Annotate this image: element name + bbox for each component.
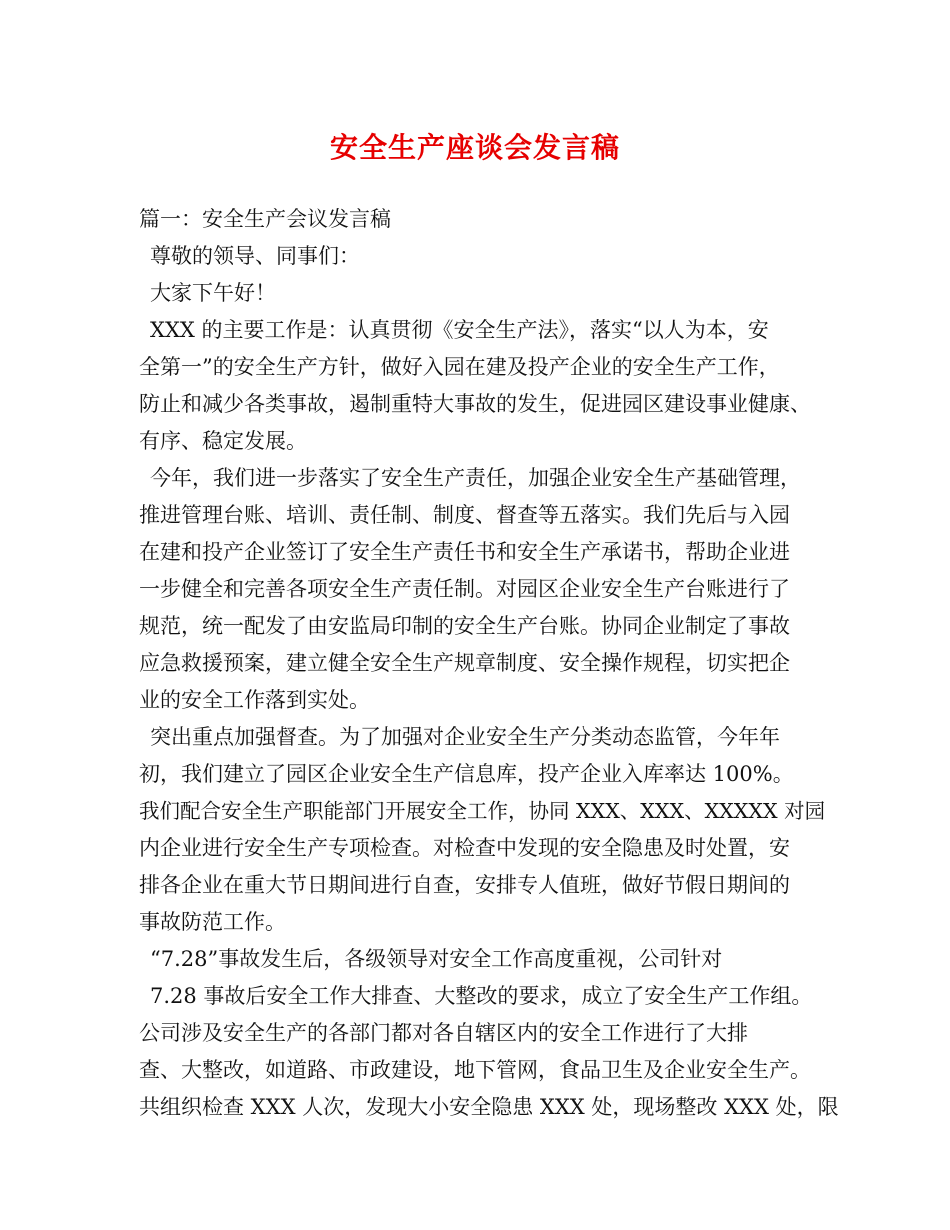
text-line: XXX 的主要工作是：认真贯彻《安全生产法》，落实“以人为本，安 [150, 318, 769, 342]
text-line: 应急救援预案，建立健全安全生产规章制度、安全操作规程，切实把企 [139, 651, 790, 675]
document-title: 安全生产座谈会发言稿 [329, 131, 620, 164]
text-line: 篇一：安全生产会议发言稿 [139, 207, 391, 231]
text-line: “7.28”事故发生后，各级领导对安全工作高度重视，公司针对 [150, 947, 723, 971]
text-line: 7.28 事故后安全工作大排查、大整改的要求，成立了安全生产工作组。 [150, 984, 813, 1008]
text-line: 尊敬的领导、同事们： [150, 244, 360, 268]
text-line: 防止和减少各类事故，遏制重特大事故的发生，促进园区建设事业健康、 [139, 392, 811, 416]
text-line: 初，我们建立了园区企业安全生产信息库，投产企业入库率达 100%。 [139, 762, 794, 786]
text-line: 一步健全和完善各项安全生产责任制。对园区企业安全生产台账进行了 [139, 577, 790, 601]
text-line: 规范，统一配发了由安监局印制的安全生产台账。协同企业制定了事故 [139, 614, 790, 638]
text-line: 业的安全工作落到实处。 [139, 688, 370, 712]
text-line: 共组织检查 XXX 人次，发现大小安全隐患 XXX 处，现场整改 XXX 处，限 [139, 1095, 839, 1119]
text-line: 推进管理台账、培训、责任制、制度、督查等五落实。我们先后与入园 [139, 503, 790, 527]
text-line: 全第一”的安全生产方针，做好入园在建及投产企业的安全生产工作， [139, 355, 780, 379]
text-line: 查、大整改，如道路、市政建设，地下管网，食品卫生及企业安全生产。 [139, 1058, 811, 1082]
text-line: 事故防范工作。 [139, 910, 286, 934]
text-line: 大家下午好！ [150, 281, 276, 305]
text-line: 内企业进行安全生产专项检查。对检查中发现的安全隐患及时处置，安 [139, 836, 790, 860]
text-line: 今年，我们进一步落实了安全生产责任，加强企业安全生产基础管理， [150, 466, 801, 490]
text-line: 在建和投产企业签订了安全生产责任书和安全生产承诺书，帮助企业进 [139, 540, 790, 564]
text-line: 公司涉及安全生产的各部门都对各自辖区内的安全工作进行了大排 [139, 1021, 748, 1045]
document-body [139, 201, 839, 1126]
text-line: 我们配合安全生产职能部门开展安全工作，协同 XXX、XXX、XXXXX 对园 [139, 799, 826, 823]
text-line: 排各企业在重大节日期间进行自查，安排专人值班，做好节假日期间的 [139, 873, 790, 897]
text-line: 突出重点加强督查。为了加强对企业安全生产分类动态监管，今年年 [150, 725, 780, 749]
text-line: 有序、稳定发展。 [139, 429, 307, 453]
